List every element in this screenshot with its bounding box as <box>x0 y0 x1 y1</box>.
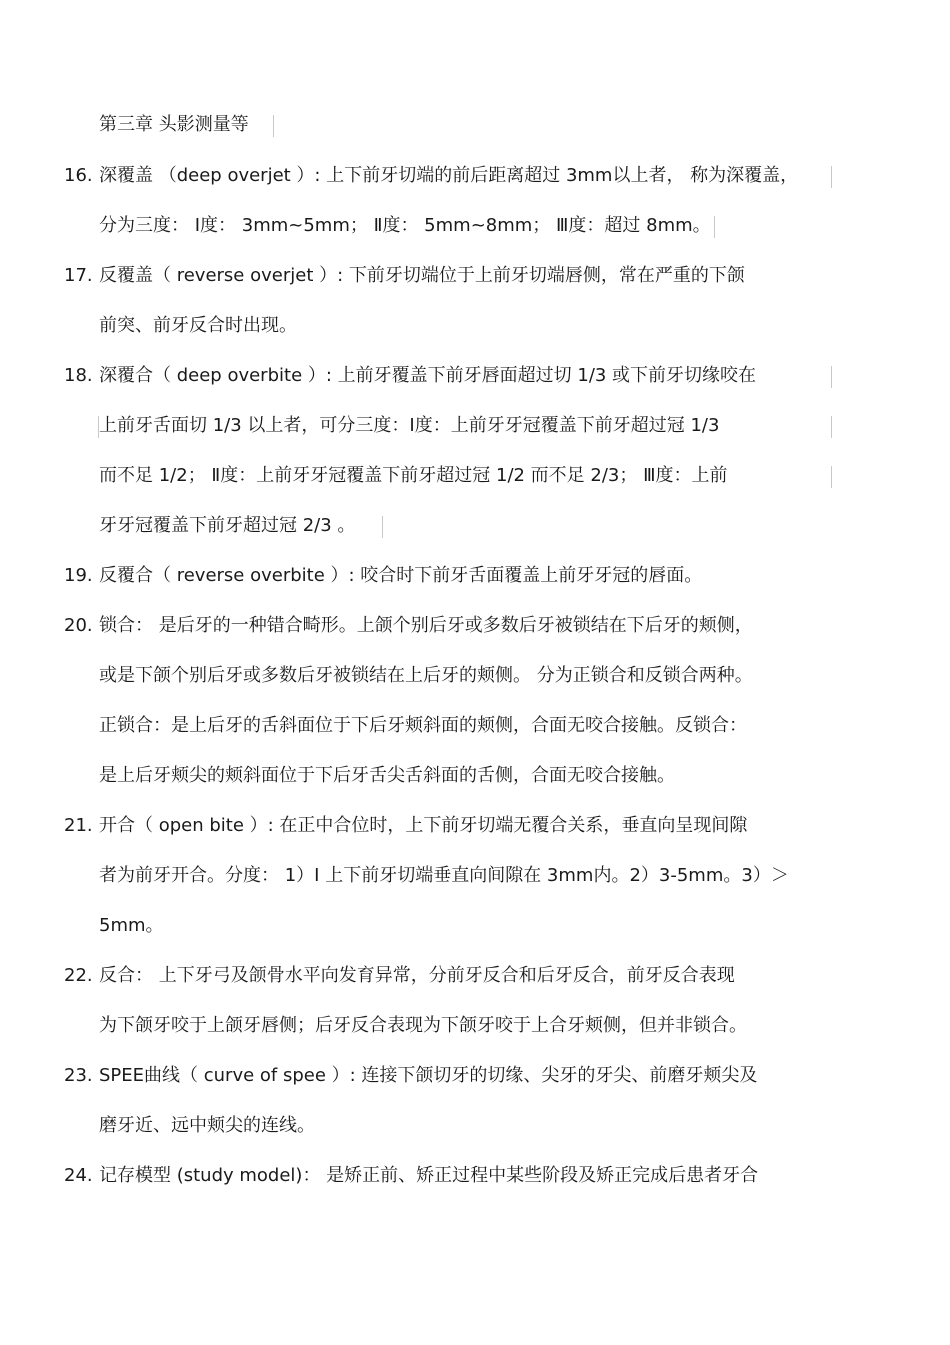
item-text-line: 反覆盖（ reverse overjet ）: 下前牙切端位于上前牙切端唇侧，常在严重的下颌 <box>99 265 745 286</box>
item-text-line: 正锁合：是上后牙的舌斜面位于下后牙颊斜面的颊侧，合面无咬合接触。反锁合： <box>99 715 747 736</box>
item-text-line: 磨牙近、远中颊尖的连线。 <box>99 1115 315 1136</box>
item-text-line: 锁合： 是后牙的一种错合畸形。上颌个别后牙或多数后牙被锁结在下后牙的颊侧， <box>99 615 753 636</box>
item-number: 23. <box>64 1065 93 1086</box>
item-text-line: 分为三度： Ⅰ度： 3mm~5mm； Ⅱ度： 5mm~8mm； Ⅲ度：超过 8mm。 <box>99 215 711 236</box>
item-text-line: 上前牙舌面切 1/3 以上者，可分三度：Ⅰ度：上前牙牙冠覆盖下前牙超过冠 1/3 <box>99 415 720 436</box>
item-text-line: 者为前牙开合。分度： 1）Ⅰ 上下前牙切端垂直向间隙在 3mm内。2）3-5mm。3）＞ <box>99 865 789 886</box>
item-text-line: 5mm。 <box>99 915 164 936</box>
item-text-line: 反合： 上下牙弓及颌骨水平向发育异常，分前牙反合和后牙反合，前牙反合表现 <box>99 965 735 986</box>
item-text-line: 开合（ open bite ）: 在正中合位时，上下前牙切端无覆合关系，垂直向呈现间隙 <box>99 815 748 836</box>
item-number: 16. <box>64 165 93 186</box>
item-number: 24. <box>64 1165 93 1186</box>
item-text-line: SPEE曲线（ curve of spee ）: 连接下颌切牙的切缘、尖牙的牙尖、前磨牙颊尖及 <box>99 1065 758 1086</box>
line-end-mark <box>382 516 383 538</box>
line-end-mark <box>831 466 832 488</box>
text-cursor-mark <box>273 115 274 137</box>
item-number: 22. <box>64 965 93 986</box>
item-text-line: 深覆合（ deep overbite ）: 上前牙覆盖下前牙唇面超过切 1/3 或下前牙切缘咬在 <box>99 365 757 386</box>
item-text-line: 反覆合（ reverse overbite ）: 咬合时下前牙舌面覆盖上前牙牙冠的唇面。 <box>99 565 703 586</box>
item-number: 18. <box>64 365 93 386</box>
item-number: 19. <box>64 565 93 586</box>
line-end-mark <box>714 216 715 238</box>
item-text-line: 或是下颌个别后牙或多数后牙被锁结在上后牙的颊侧。 分为正锁合和反锁合两种。 <box>99 665 753 686</box>
item-text-line: 记存模型 (study model)： 是矫正前、矫正过程中某些阶段及矫正完成后患者牙合 <box>99 1165 759 1186</box>
item-text-line: 深覆盖 （deep overjet ）: 上下前牙切端的前后距离超过 3mm以上者， 称为深覆盖， <box>99 165 799 186</box>
item-text-line: 前突、前牙反合时出现。 <box>99 315 297 336</box>
item-number: 20. <box>64 615 93 636</box>
line-start-mark <box>98 416 99 438</box>
chapter-heading: 第三章 头影测量等 <box>99 114 249 135</box>
line-end-mark <box>831 416 832 438</box>
item-text-line: 而不足 1/2； Ⅱ度：上前牙牙冠覆盖下前牙超过冠 1/2 而不足 2/3； Ⅲ度：上前 <box>99 465 728 486</box>
line-end-mark <box>831 166 832 188</box>
item-number: 21. <box>64 815 93 836</box>
item-text-line: 为下颌牙咬于上颌牙唇侧；后牙反合表现为下颌牙咬于上合牙颊侧，但并非锁合。 <box>99 1015 747 1036</box>
item-text-line: 牙牙冠覆盖下前牙超过冠 2/3 。 <box>99 515 356 536</box>
line-end-mark <box>831 366 832 388</box>
item-text-line: 是上后牙颊尖的颊斜面位于下后牙舌尖舌斜面的舌侧，合面无咬合接触。 <box>99 765 675 786</box>
item-number: 17. <box>64 265 93 286</box>
